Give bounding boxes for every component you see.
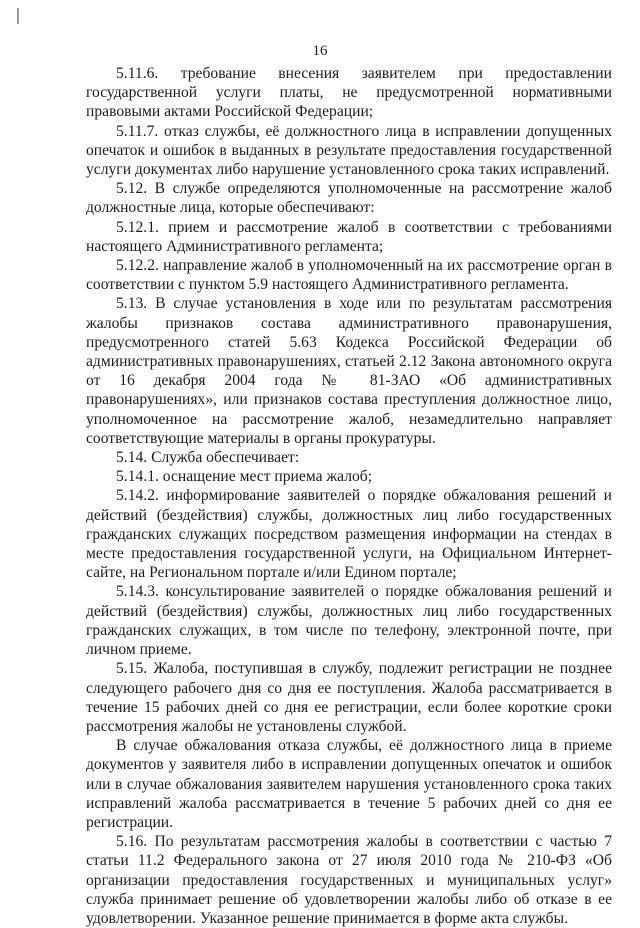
scan-artifact-mark: [17, 8, 19, 24]
paragraph-5-11-7: 5.11.7. отказ службы, её должностного лица в исправлении допущенных опечаток и ошибок в выданных в результате предоставления государственной услуги документах либо нарушение установленного срока таких исправлений.: [86, 122, 612, 179]
paragraph-5-12-2: 5.12.2. направление жалоб в уполномоченный на их рассмотрение орган в соответствии с пунктом 5.9 настоящего Административного регламента.: [86, 257, 612, 294]
paragraph-5-14-2: 5.14.2. информирование заявителей о порядке обжалования решений и действий (бездействия) службы, должностных лиц либо государственных гражданских служащих посредством размещения информации на стендах в месте предоставления государственной услуги, на Официальном Интернет-сайте, на Региональном портале и/или Едином портале;: [86, 487, 612, 582]
paragraph-5-13: 5.13. В случае установления в ходе или по результатам рассмотрения жалобы признаков состава административного правонарушения, предусмотренного статей 5.63 Кодекса Российской Федерации об административных правонарушениях, статьей 2.12 Закона автономного округа от 16 декабря 2004 года № 81-ЗАО «Об административных правонарушениях», или признаков состава преступления должностное лицо, уполномоченное на рассмотрение жалоб, незамедлительно направляет соответствующие материалы в органы прокуратуры.: [86, 295, 612, 447]
paragraph-5-12: 5.12. В службе определяются уполномоченные на рассмотрение жалоб должностные лица, которые обеспечивают:: [86, 180, 612, 217]
page-number: 16: [312, 43, 328, 59]
paragraph-5-14: 5.14. Служба обеспечивает:: [116, 449, 300, 467]
paragraph-5-15: 5.15. Жалоба, поступившая в службу, подлежит регистрации не позднее следующего рабочего дня со дня ее поступления. Жалоба рассматривается в течение 15 рабочих дней со дня ее регистрации, если более короткие сроки рассмотрения жалобы не установлены службой.: [86, 660, 612, 735]
document-body: [86, 64, 612, 928]
paragraph-5-14-3: 5.14.3. консультирование заявителей о порядке обжалования решений и действий (бездействия) службы, должностных лиц либо государственных гражданских служащих, в том числе по телефону, электронной почте, при личном приеме.: [86, 583, 612, 659]
paragraph-5-16: 5.16. По результатам рассмотрения жалобы в соответствии с частью 7 статьи 11.2 Федерального закона от 27 июля 2010 года № 210-ФЗ «Об организации предоставления государственных и муниципальных услуг» служба принимает решение об удовлетворении жалобы либо об отказе в ее удовлетворении. Указанное решение принимается в форме акта службы.: [86, 833, 612, 927]
paragraph-5-14-1: 5.14.1. оснащение мест приема жалоб;: [116, 468, 373, 486]
paragraph-5-15-continued: В случае обжалования отказа службы, её должностного лица в приеме документов у заявителя либо в исправлении допущенных опечаток и ошибок или в случае обжалования заявителем нарушения установленного срока таких исправлений жалоба рассматривается в течение 5 рабочих дней со дня ее регистрации.: [86, 737, 612, 831]
paragraph-5-11-6: 5.11.6. требование внесения заявителем при предоставлении государственной услуги платы, не предусмотренной нормативными правовыми актами Российской Федерации;: [86, 65, 612, 121]
paragraph-5-12-1: 5.12.1. прием и рассмотрение жалоб в соответствии с требованиями настоящего Административного регламента;: [86, 218, 612, 255]
